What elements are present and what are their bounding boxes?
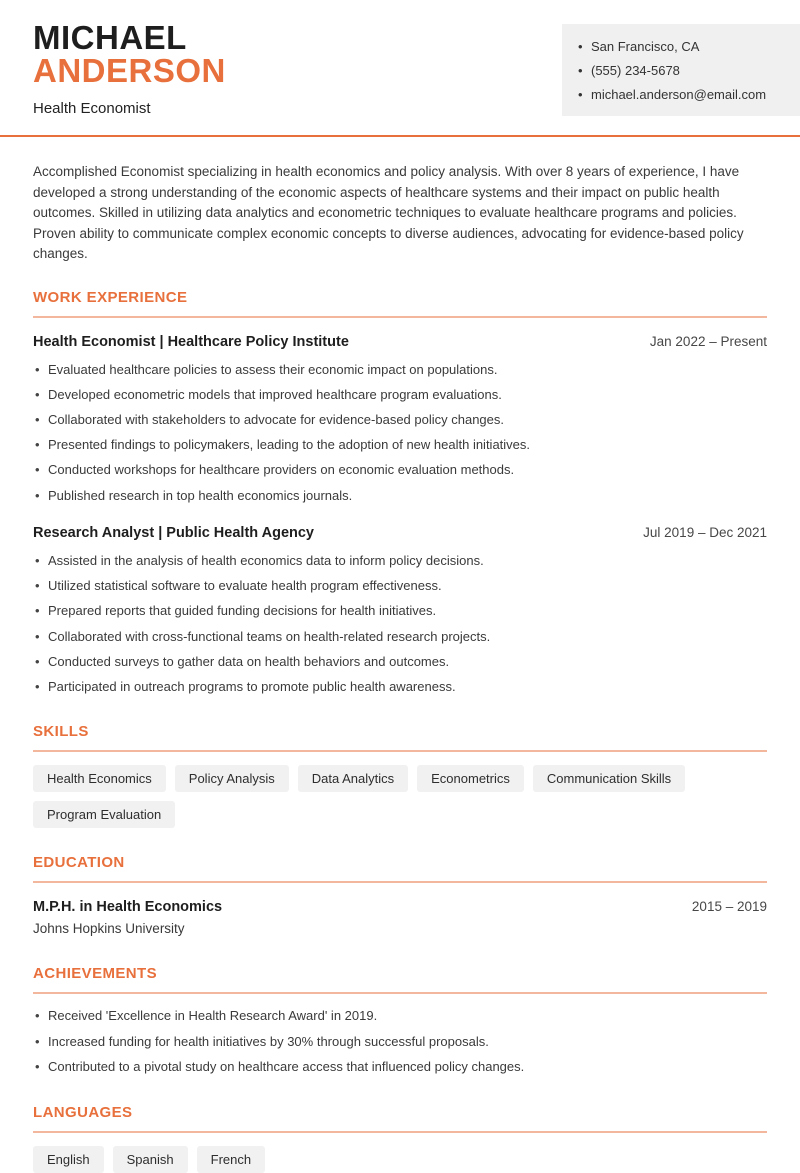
- education-entry: [33, 899, 767, 915]
- summary-paragraph: Accomplished Economist specializing in health economics and policy analysis. With over 8 years of experience, I have developed a strong understanding of the economic aspects of healthcare systems and their impact on public health outcomes. Skilled in utilizing data analytics and econometric techniques to evaluate healthcare programs and policies. Proven ability to communicate complex economic concepts to diverse audiences, advocating for evidence-based policy changes.: [33, 164, 744, 262]
- contact-item: • (555) 234-5678: [578, 58, 792, 82]
- first-name: MICHAEL: [33, 19, 187, 56]
- job-bullet: • Assisted in the analysis of health economics data to inform policy decisions.: [33, 553, 767, 570]
- job-bullet: • Conducted surveys to gather data on health behaviors and outcomes.: [33, 654, 767, 671]
- skills-heading: SKILLS: [33, 723, 767, 752]
- job-header: [33, 334, 767, 350]
- job-dates: Jan 2022 – Present: [649, 333, 767, 349]
- job-bullet: • Prepared reports that guided funding decisions for health initiatives.: [33, 603, 767, 620]
- contact-item: • michael.anderson@email.com: [578, 82, 792, 106]
- last-name: ANDERSON: [33, 52, 226, 89]
- languages-heading: LANGUAGES: [33, 1104, 767, 1133]
- job-title: Research Analyst | Public Health Agency: [33, 525, 314, 542]
- achievements-list: [33, 1008, 767, 1075]
- header-job-title: Health Economist: [33, 100, 151, 117]
- job-bullet: • Participated in outreach programs to promote public health awareness.: [33, 679, 767, 696]
- languages-tag-list: [33, 1146, 767, 1173]
- contact-card: [562, 24, 800, 116]
- language-tag: English: [33, 1146, 104, 1173]
- skill-tag: Communication Skills: [533, 765, 685, 792]
- achievement-bullet: • Contributed to a pivotal study on healthcare access that influenced policy changes.: [33, 1059, 767, 1076]
- skill-tag: Program Evaluation: [33, 801, 175, 828]
- job-header: [33, 525, 767, 541]
- job-bullet: • Conducted workshops for healthcare providers on economic evaluation methods.: [33, 462, 767, 479]
- school-name: Johns Hopkins University: [33, 921, 185, 937]
- degree-title: M.P.H. in Health Economics: [33, 899, 223, 916]
- section-skills: [33, 723, 767, 828]
- job-bullet: • Published research in top health economics journals.: [33, 488, 767, 505]
- education-dates: 2015 – 2019: [691, 899, 767, 915]
- skill-tag: Econometrics: [417, 765, 524, 792]
- resume-header: [0, 0, 800, 137]
- job-bullet: • Evaluated healthcare policies to assess their economic impact on populations.: [33, 362, 767, 379]
- work-experience-heading: WORK EXPERIENCE: [33, 289, 767, 318]
- achievement-bullet: • Received 'Excellence in Health Research Award' in 2019.: [33, 1008, 767, 1025]
- section-education: [33, 854, 767, 936]
- job-bullet: • Collaborated with cross-functional teams on health-related research projects.: [33, 629, 767, 646]
- job-bullet: • Presented findings to policymakers, leading to the adoption of new health initiatives.: [33, 437, 767, 454]
- section-achievements: [33, 965, 767, 1075]
- achievement-bullet: • Increased funding for health initiatives by 30% through successful proposals.: [33, 1034, 767, 1051]
- job-bullet: • Collaborated with stakeholders to advocate for evidence-based policy changes.: [33, 412, 767, 429]
- education-heading: EDUCATION: [33, 854, 767, 883]
- section-languages: [33, 1104, 767, 1173]
- job-bullet: • Developed econometric models that improved healthcare program evaluations.: [33, 387, 767, 404]
- resume-body: [0, 162, 800, 1173]
- language-tag: French: [197, 1146, 265, 1173]
- job-entry: [33, 525, 767, 695]
- language-tag: Spanish: [113, 1146, 188, 1173]
- job-entry: [33, 334, 767, 504]
- skills-tag-list: [33, 765, 767, 828]
- skill-tag: Policy Analysis: [175, 765, 289, 792]
- skill-tag: Health Economics: [33, 765, 166, 792]
- contact-list: [578, 34, 792, 106]
- section-work-experience: [33, 289, 767, 696]
- job-bullet-list: [33, 362, 767, 504]
- job-bullet: • Utilized statistical software to evaluate health program effectiveness.: [33, 578, 767, 595]
- skill-tag: Data Analytics: [298, 765, 408, 792]
- achievements-heading: ACHIEVEMENTS: [33, 965, 767, 994]
- contact-item: • San Francisco, CA: [578, 34, 792, 58]
- job-bullet-list: [33, 553, 767, 695]
- job-dates: Jul 2019 – Dec 2021: [643, 525, 767, 541]
- job-title: Health Economist | Healthcare Policy Institute: [33, 333, 349, 350]
- name-block: [33, 21, 226, 117]
